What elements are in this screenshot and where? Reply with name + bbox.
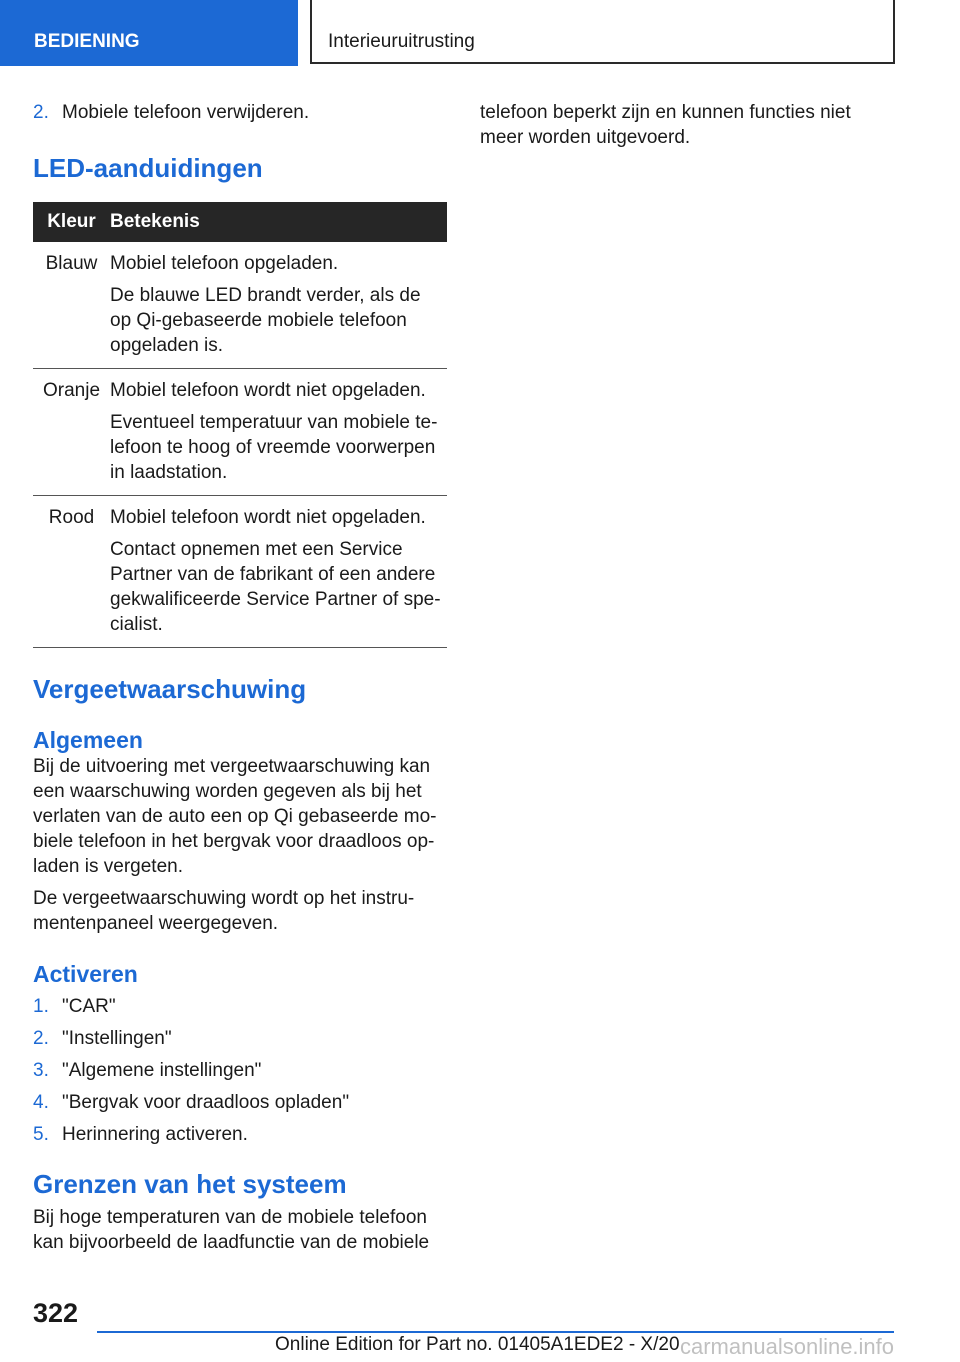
cell-meaning [110, 369, 447, 496]
step-item [33, 1026, 447, 1051]
cell-color: Rood [33, 496, 110, 648]
grenzen-paragraph: Bij hoge temperaturen van de mobiele telefoon kan bijvoorbeeld de laadfunctie van de mobiele [33, 1207, 430, 1253]
vergeet-heading: Vergeetwaarschuwing [33, 674, 307, 704]
cell-meaning [110, 496, 447, 648]
column-header-betekenis: Betekenis [110, 202, 447, 242]
cell-meaning [110, 242, 447, 369]
step-text: "Bergvak voor draadloos opladen" [62, 1092, 350, 1113]
page-number: 322 [33, 1298, 79, 1328]
step-number: 3. [33, 1060, 49, 1081]
table-row [33, 242, 447, 369]
step-number: 4. [33, 1092, 49, 1113]
section-tab: BEDIENING [0, 0, 298, 66]
right-column [480, 100, 880, 150]
cell-color: Blauw [33, 242, 110, 369]
activeren-steps [33, 994, 447, 1147]
step-text: Mobiele telefoon verwijderen. [62, 102, 310, 123]
step-item [33, 1058, 447, 1083]
algemeen-heading: Algemeen [33, 727, 143, 753]
step-number: 2. [33, 102, 49, 123]
watermark: carmanualsonline.info [680, 1334, 895, 1359]
step-text: "Instellingen" [62, 1028, 172, 1049]
column-header-kleur: Kleur [33, 202, 110, 242]
table-row [33, 496, 447, 648]
cell-status: Mobiel telefoon wordt niet opgeladen. [110, 380, 426, 401]
step-text: Herinnering activeren. [62, 1124, 248, 1145]
table-header-row [33, 202, 447, 242]
step-text: "CAR" [62, 996, 116, 1017]
grenzen-heading: Grenzen van het systeem [33, 1169, 347, 1199]
cell-note: De blauwe LED brandt verder, als de op Qi-gebaseerde mobiele telefoon opgeladen is. [110, 285, 421, 356]
cell-note: Contact opnemen met een Service Partner van de fabrikant of een andere gekwalificeerde Service Partner of spe-cialist. [110, 539, 441, 635]
algemeen-paragraph-1: Bij de uitvoering met vergeetwaarschuwing kan een waarschuwing worden gegeven als bij het verlaten van de auto een op Qi gebaseerde mo-biele telefoon in het bergvak voor draadloos op-laden is vergeten. [33, 756, 437, 877]
cell-note: Eventueel temperatuur van mobiele te-lefoon te hoog of vreemde voorwerpen in laadstation. [110, 412, 438, 483]
algemeen-paragraph-2: De vergeetwaarschuwing wordt op het instru-mentenpaneel weergegeven. [33, 888, 415, 934]
edition-text: Online Edition for Part no. 01405A1EDE2 - X/20 [275, 1334, 680, 1355]
cell-status: Mobiel telefoon wordt niet opgeladen. [110, 507, 426, 528]
led-table [33, 202, 447, 648]
step-text: "Algemene instellingen" [62, 1060, 262, 1081]
cell-color: Oranje [33, 369, 110, 496]
chapter-title: Interieuruitrusting [310, 0, 895, 64]
led-heading: LED-aanduidingen [33, 153, 263, 183]
step-item [33, 1122, 447, 1147]
activeren-heading: Activeren [33, 961, 138, 987]
step-item [33, 994, 447, 1019]
step-number: 5. [33, 1124, 49, 1145]
left-column [33, 100, 447, 1255]
step-item [33, 1090, 447, 1115]
cell-status: Mobiel telefoon opgeladen. [110, 253, 339, 274]
step-number: 1. [33, 996, 49, 1017]
page-header [0, 0, 960, 66]
step-item [33, 100, 447, 125]
step-number: 2. [33, 1028, 49, 1049]
footer-divider [97, 1331, 894, 1333]
table-row [33, 369, 447, 496]
continued-paragraph: telefoon beperkt zijn en kunnen functies niet meer worden uitgevoerd. [480, 102, 851, 148]
